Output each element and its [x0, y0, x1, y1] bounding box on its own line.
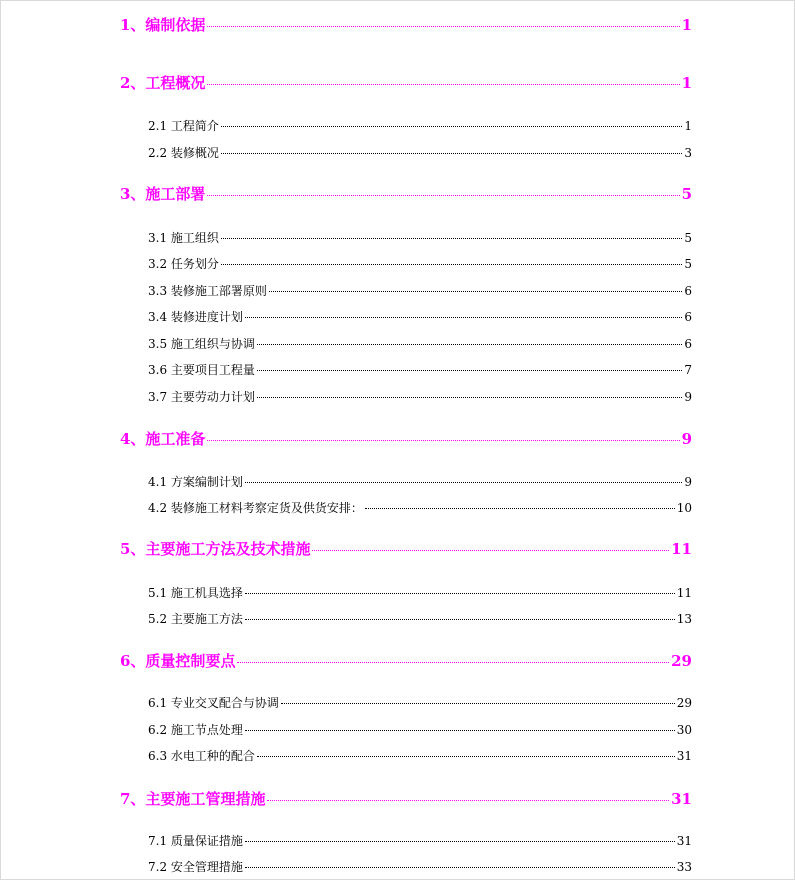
toc-leader [207, 440, 679, 441]
toc-leader [245, 482, 682, 483]
toc-leader [269, 291, 682, 292]
toc-leader [257, 370, 682, 371]
toc-title: 2、工程概况 [120, 74, 206, 92]
toc-row[interactable] [148, 308, 692, 325]
toc-page-number: 11 [676, 586, 692, 600]
toc-title: 6.2 施工节点处理 [148, 723, 243, 737]
toc-leader [257, 344, 682, 345]
toc-row[interactable] [120, 14, 692, 35]
toc-page-number: 10 [676, 501, 692, 515]
toc-title: 3.7 主要劳动力计划 [148, 390, 255, 404]
toc-title: 2.1 工程简介 [148, 119, 219, 133]
toc-page-number: 1 [681, 16, 692, 34]
toc-page-number: 11 [671, 540, 692, 558]
toc-title: 6.3 水电工种的配合 [148, 749, 255, 763]
toc-row[interactable] [148, 361, 692, 378]
toc-title: 6、质量控制要点 [120, 652, 236, 670]
toc-title: 6.1 专业交叉配合与协调 [148, 696, 279, 710]
toc-title: 7.2 安全管理措施 [148, 860, 243, 874]
toc-page-number: 1 [681, 74, 692, 92]
toc-page-number: 6 [684, 310, 692, 324]
toc-title: 3.3 装修施工部署原则 [148, 284, 267, 298]
toc-leader [207, 84, 679, 85]
toc-row[interactable] [148, 229, 692, 246]
toc-page-number: 29 [671, 652, 692, 670]
toc-page-number: 6 [684, 337, 692, 351]
toc-page-number: 29 [676, 696, 692, 710]
toc-row[interactable] [120, 788, 692, 809]
toc-leader [365, 508, 675, 509]
toc-row[interactable] [148, 499, 692, 516]
toc-row[interactable] [148, 747, 692, 764]
toc-leader [312, 550, 669, 551]
toc-page-number: 6 [684, 284, 692, 298]
toc-row[interactable] [120, 650, 692, 671]
toc-row[interactable] [148, 832, 692, 849]
toc-leader [245, 867, 675, 868]
toc-page-number: 9 [681, 430, 692, 448]
toc-leader [207, 195, 679, 196]
toc-row[interactable] [148, 694, 692, 711]
toc-row[interactable] [148, 858, 692, 875]
toc-leader [221, 264, 682, 265]
toc-row[interactable] [148, 388, 692, 405]
toc-leader [281, 703, 675, 704]
toc-title: 3.4 装修进度计划 [148, 310, 243, 324]
toc-row[interactable] [148, 473, 692, 490]
toc-title: 3.2 任务划分 [148, 257, 219, 271]
toc-page-number: 31 [676, 749, 692, 763]
toc-title: 4.2 装修施工材料考察定货及供货安排： [148, 501, 363, 515]
toc-row[interactable] [120, 428, 692, 449]
toc-row[interactable] [148, 335, 692, 352]
toc-row[interactable] [120, 72, 692, 93]
toc-page-number: 31 [676, 834, 692, 848]
toc-leader [257, 397, 682, 398]
toc-page-number: 5 [681, 185, 692, 203]
toc-page-number: 1 [684, 119, 692, 133]
toc-title: 2.2 装修概况 [148, 146, 219, 160]
toc-title: 7、主要施工管理措施 [120, 790, 266, 808]
toc-title: 3.1 施工组织 [148, 231, 219, 245]
toc-title: 7.1 质量保证措施 [148, 834, 243, 848]
toc-leader [245, 593, 675, 594]
toc-leader [207, 26, 679, 27]
toc-leader [221, 153, 682, 154]
toc-title: 4.1 方案编制计划 [148, 475, 243, 489]
toc-leader [245, 317, 682, 318]
toc-row[interactable] [148, 117, 692, 134]
toc-row[interactable] [120, 183, 692, 204]
toc-page-number: 9 [684, 475, 692, 489]
toc-leader [267, 800, 669, 801]
toc-page-number: 30 [676, 723, 692, 737]
toc-leader [245, 619, 675, 620]
toc-leader [221, 238, 682, 239]
toc-title: 3、施工部署 [120, 185, 206, 203]
toc-leader [221, 126, 682, 127]
toc-page-number: 7 [684, 363, 692, 377]
toc-row[interactable] [148, 282, 692, 299]
toc-leader [237, 662, 669, 663]
toc-page-number: 5 [684, 257, 692, 271]
toc-title: 4、施工准备 [120, 430, 206, 448]
toc-title: 3.5 施工组织与协调 [148, 337, 255, 351]
toc-page-number: 33 [676, 860, 692, 874]
toc-row[interactable] [148, 584, 692, 601]
toc-title: 3.6 主要项目工程量 [148, 363, 255, 377]
toc-title: 5.2 主要施工方法 [148, 612, 243, 626]
toc-title: 5、主要施工方法及技术措施 [120, 540, 311, 558]
toc-leader [245, 841, 675, 842]
toc-row[interactable] [148, 144, 692, 161]
toc-page-number: 3 [684, 146, 692, 160]
toc-title: 5.1 施工机具选择 [148, 586, 243, 600]
toc-leader [257, 756, 675, 757]
toc-page-number: 9 [684, 390, 692, 404]
toc-page-number: 31 [671, 790, 692, 808]
toc-row[interactable] [148, 610, 692, 627]
toc-leader [245, 730, 675, 731]
toc-row[interactable] [120, 538, 692, 559]
toc-row[interactable] [148, 721, 692, 738]
toc-title: 1、编制依据 [120, 16, 206, 34]
toc-page-number: 13 [676, 612, 692, 626]
toc-row[interactable] [148, 255, 692, 272]
toc-page-number: 5 [684, 231, 692, 245]
